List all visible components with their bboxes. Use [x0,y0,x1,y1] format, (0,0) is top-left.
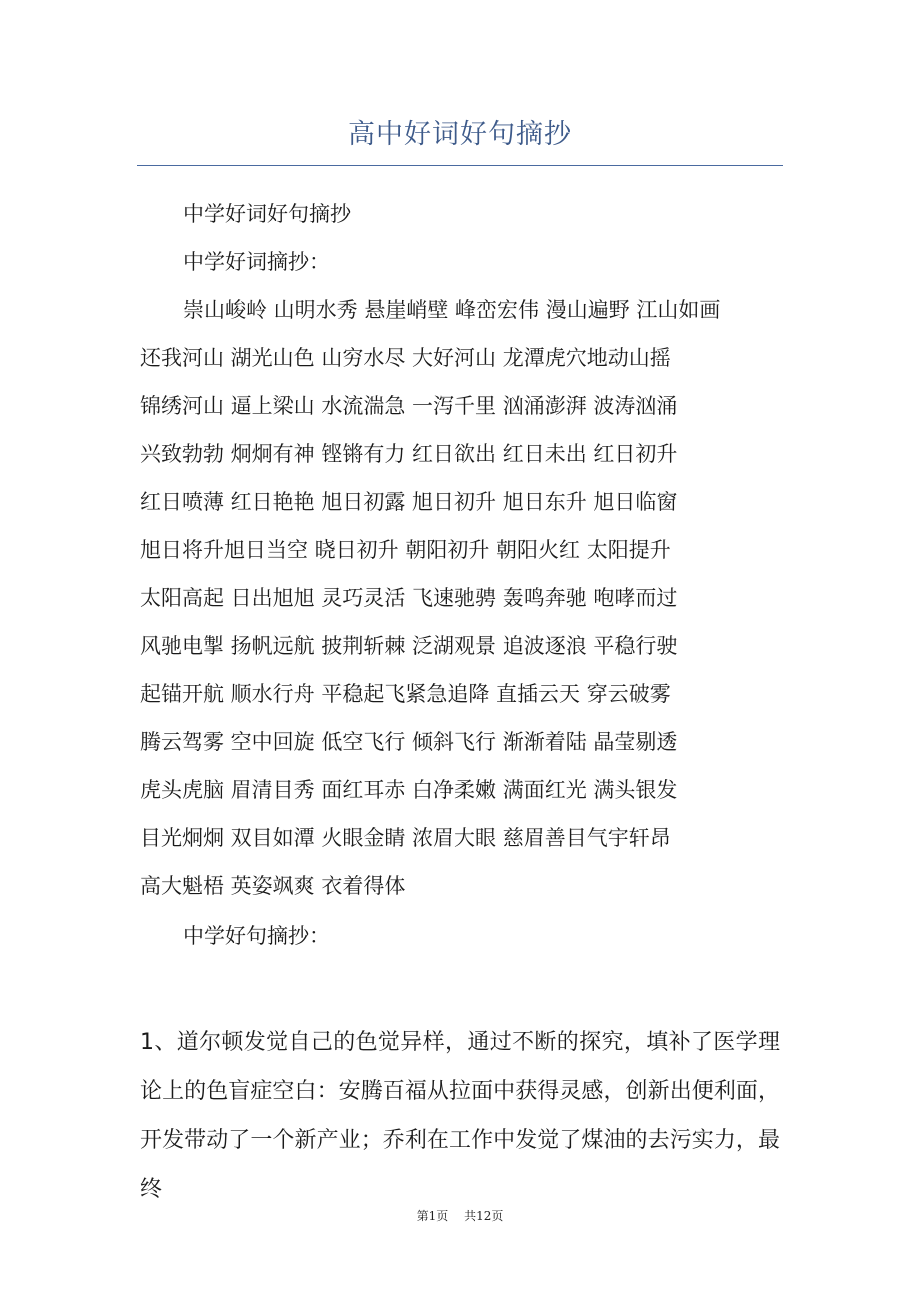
word-line: 兴致勃勃 炯炯有神 铿锵有力 红日欲出 红日未出 红日初升 [140,442,678,466]
subsection-heading-words: 中学好词摘抄： [183,250,330,274]
word-line: 风驰电掣 扬帆远航 披荆斩棘 泛湖观景 追波逐浪 平稳行驶 [140,634,678,658]
word-line: 锦绣河山 逼上梁山 水流湍急 一泻千里 汹涌澎湃 波涛汹涌 [140,394,678,418]
subsection-heading-sentences: 中学好句摘抄： [183,924,330,948]
page-footer [0,1207,920,1224]
page-total: 共12页 [464,1209,504,1223]
page-number: 第1页 [416,1209,449,1223]
word-line: 虎头虎脑 眉清目秀 面红耳赤 白净柔嫩 满面红光 满头银发 [140,778,678,802]
word-line: 目光炯炯 双目如潭 火眼金睛 浓眉大眼 慈眉善目气宇轩昂 [140,826,671,850]
word-line: 起锚开航 顺水行舟 平稳起飞紧急追降 直插云天 穿云破雾 [140,682,671,706]
word-line: 旭日将升旭日当空 晓日初升 朝阳初升 朝阳火红 太阳提升 [140,538,671,562]
section-heading: 中学好词好句摘抄 [183,202,351,226]
title-divider [137,165,783,166]
word-line: 红日喷薄 红日艳艳 旭日初露 旭日初升 旭日东升 旭日临窗 [140,490,678,514]
word-line: 还我河山 湖光山色 山穷水尽 大好河山 龙潭虎穴地动山摇 [140,346,671,370]
word-line: 高大魁梧 英姿飒爽 衣着得体 [140,874,406,898]
sentence-paragraph: 1、道尔顿发觉自己的色觉异样，通过不断的探究，填补了医学理论上的色盲症空白：安腾百福从拉面中获得灵感，创新出便利面，开发带动了一个新产业；乔利在工作中发觉了煤油的去污实力，最终 [140,1030,780,1202]
word-line: 腾云驾雾 空中回旋 低空飞行 倾斜飞行 渐渐着陆 晶莹剔透 [140,730,678,754]
document-title: 高中好词好句摘抄 [348,119,572,150]
word-line: 崇山峻岭 山明水秀 悬崖峭壁 峰峦宏伟 漫山遍野 江山如画 [183,298,721,322]
word-line: 太阳高起 日出旭旭 灵巧灵活 飞速驰骋 轰鸣奔驰 咆哮而过 [140,586,678,610]
